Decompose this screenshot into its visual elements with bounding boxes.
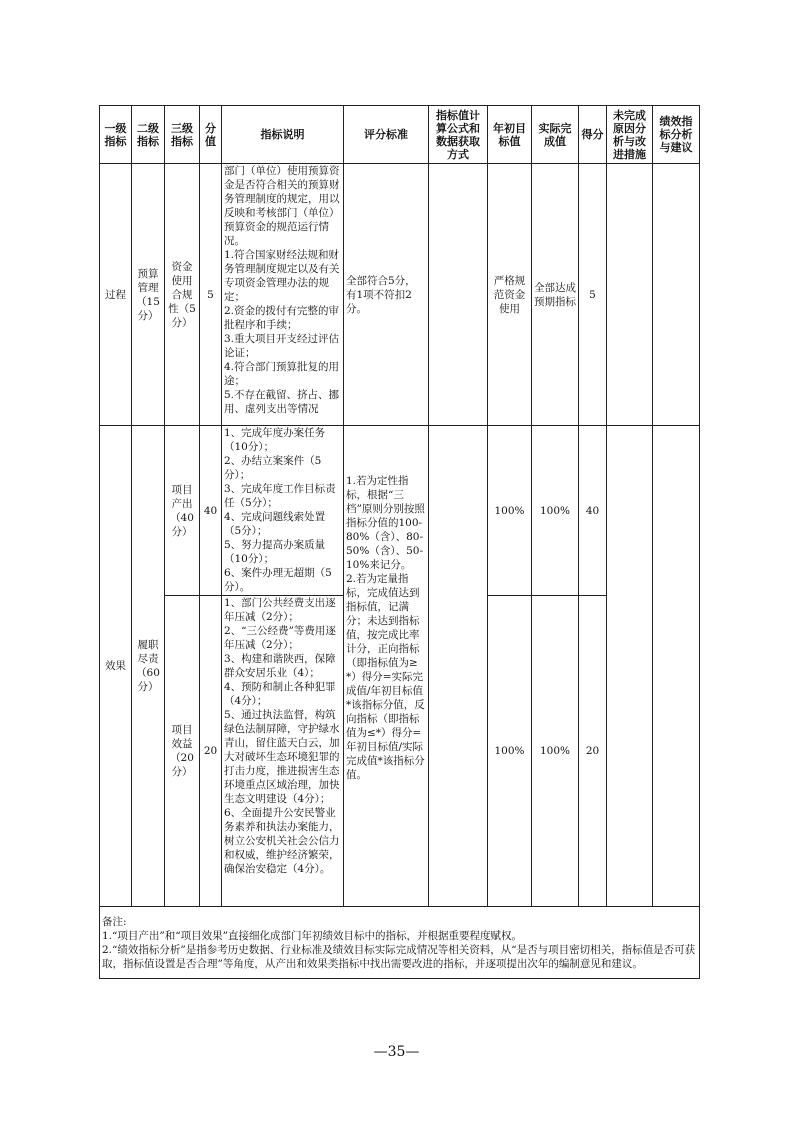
cell-score-value-output: 40: [200, 426, 222, 596]
table-row-output: [100, 426, 700, 596]
header-target: 年初目标值: [488, 106, 532, 164]
performance-table: [99, 105, 700, 979]
cell-score-value: 5: [200, 164, 222, 426]
header-score: 得分: [579, 106, 607, 164]
header-score-value: 分值: [200, 106, 222, 164]
header-reason: 未完成原因分析与改进措施: [607, 106, 653, 164]
cell-score-value-benefit: 20: [200, 596, 222, 907]
cell-actual: 全部达成预期指标: [532, 164, 579, 426]
cell-formula-effect: [429, 426, 488, 907]
cell-description-output: 1、完成年度办案任务（10分）； 2、办结立案案件（5分）； 3、完成年度工作目标责任（5分）； 4、完成问题线索处置（5分）； 5、努力提高办案质量（10分）； 6、案件办理无超期（5分）。: [222, 426, 344, 596]
cell-level3-benefit: 项目效益（20分）: [165, 596, 200, 907]
header-actual: 实际完成值: [532, 106, 579, 164]
header-row: [100, 106, 700, 164]
header-level2: 二级指标: [132, 106, 165, 164]
notes-line-2: 2.“绩效指标分析”是指参考历史数据、行业标准及绩效目标实际完成情况等相关资料，从“是否与项目密切相关，指标值是否可获取，指标值设置是否合理”等角度，从产出和效果类指标中找出需要改进的指标，并逐项提出次年的编制意见和建议。: [102, 943, 696, 970]
cell-level1: 过程: [100, 164, 132, 426]
cell-target-benefit: 100%: [488, 596, 532, 907]
header-level1: 一级指标: [100, 106, 132, 164]
cell-criteria: 全部符合5分，有1项不符扣2分。: [344, 164, 429, 426]
page-number: —35—: [373, 1044, 420, 1060]
notes-row: [100, 907, 700, 979]
header-description: 指标说明: [222, 106, 344, 164]
notes-cell: [100, 907, 700, 979]
header-analysis: 绩效指标分析与建议: [653, 106, 700, 164]
cell-score-benefit: 20: [579, 596, 607, 907]
cell-description-benefit: 1、部门公共经费支出逐年压减（2分）； 2、“三公经费”等费用逐年压减（2分）； 3、构建和谐陕西，保障群众安居乐业（4）； 4、预防和制止各种犯罪（4分）； 5、通过执法监督，构筑绿色法制屏障，守护绿水青山，留住蓝天白云，加大对破坏生态环境犯罪的打击力度，推进损害生态环境重点区域治理，加快生态文明建设（4分）； 6、全面提升公安民警业务素养和执法办案能力，树立公安机关社会公信力和权威，维护经济繁荣，确保治安稳定（4分）。: [222, 596, 344, 907]
cell-target: 严格规范资金使用: [488, 164, 532, 426]
cell-actual-output: 100%: [532, 426, 579, 596]
cell-formula: [429, 164, 488, 426]
cell-actual-benefit: 100%: [532, 596, 579, 907]
header-formula: 指标值计算公式和数据获取方式: [429, 106, 488, 164]
table-row-process: [100, 164, 700, 426]
cell-level2: 预算管理（15分）: [132, 164, 165, 426]
cell-level3-output: 项目产出（40分）: [165, 426, 200, 596]
cell-target-output: 100%: [488, 426, 532, 596]
cell-score-output: 40: [579, 426, 607, 596]
notes-title: 备注:: [102, 915, 127, 928]
header-criteria: 评分标准: [344, 106, 429, 164]
cell-level2-effect: 履职尽责（60分）: [132, 426, 165, 907]
cell-analysis-effect: [653, 426, 700, 907]
cell-criteria-effect: 1.若为定性指标，根据“三档”原则分别按照指标分值的100-80%（含）、80-50%（含）、50-10%来记分。 2.若为定量指标，完成值达到指标值，记满分；未达到指标值，按完成比率计分，正向指标（即指标值为≥*）得分=实际完成值/年初目标值*该指标分值，反向指标（即指标值为≤*）得分=年初目标值/实际完成值*该指标分值。: [344, 426, 429, 907]
notes-line-1: 1.“项目产出”和“项目效果”直接细化成部门年初绩效目标中的指标，并根据重要程度赋权。: [102, 929, 522, 942]
cell-level1-effect: 效果: [100, 426, 132, 907]
cell-reason-effect: [607, 426, 653, 907]
cell-analysis: [653, 164, 700, 426]
cell-description: 部门（单位）使用预算资金是否符合相关的预算财务管理制度的规定，用以反映和考核部门（单位）预算资金的规范运行情况。 1.符合国家财经法规和财务管理制度规定以及有关专项资金管理办法的规定； 2.资金的拨付有完整的审批程序和手续； 3.重大项目开支经过评估论证； 4.符合部门预算批复的用途； 5.不存在截留、挤占、挪用、虚列支出等情况: [222, 164, 344, 426]
cell-score: 5: [579, 164, 607, 426]
cell-level3: 资金使用合规性（5分）: [165, 164, 200, 426]
header-level3: 三级指标: [165, 106, 200, 164]
cell-reason: [607, 164, 653, 426]
